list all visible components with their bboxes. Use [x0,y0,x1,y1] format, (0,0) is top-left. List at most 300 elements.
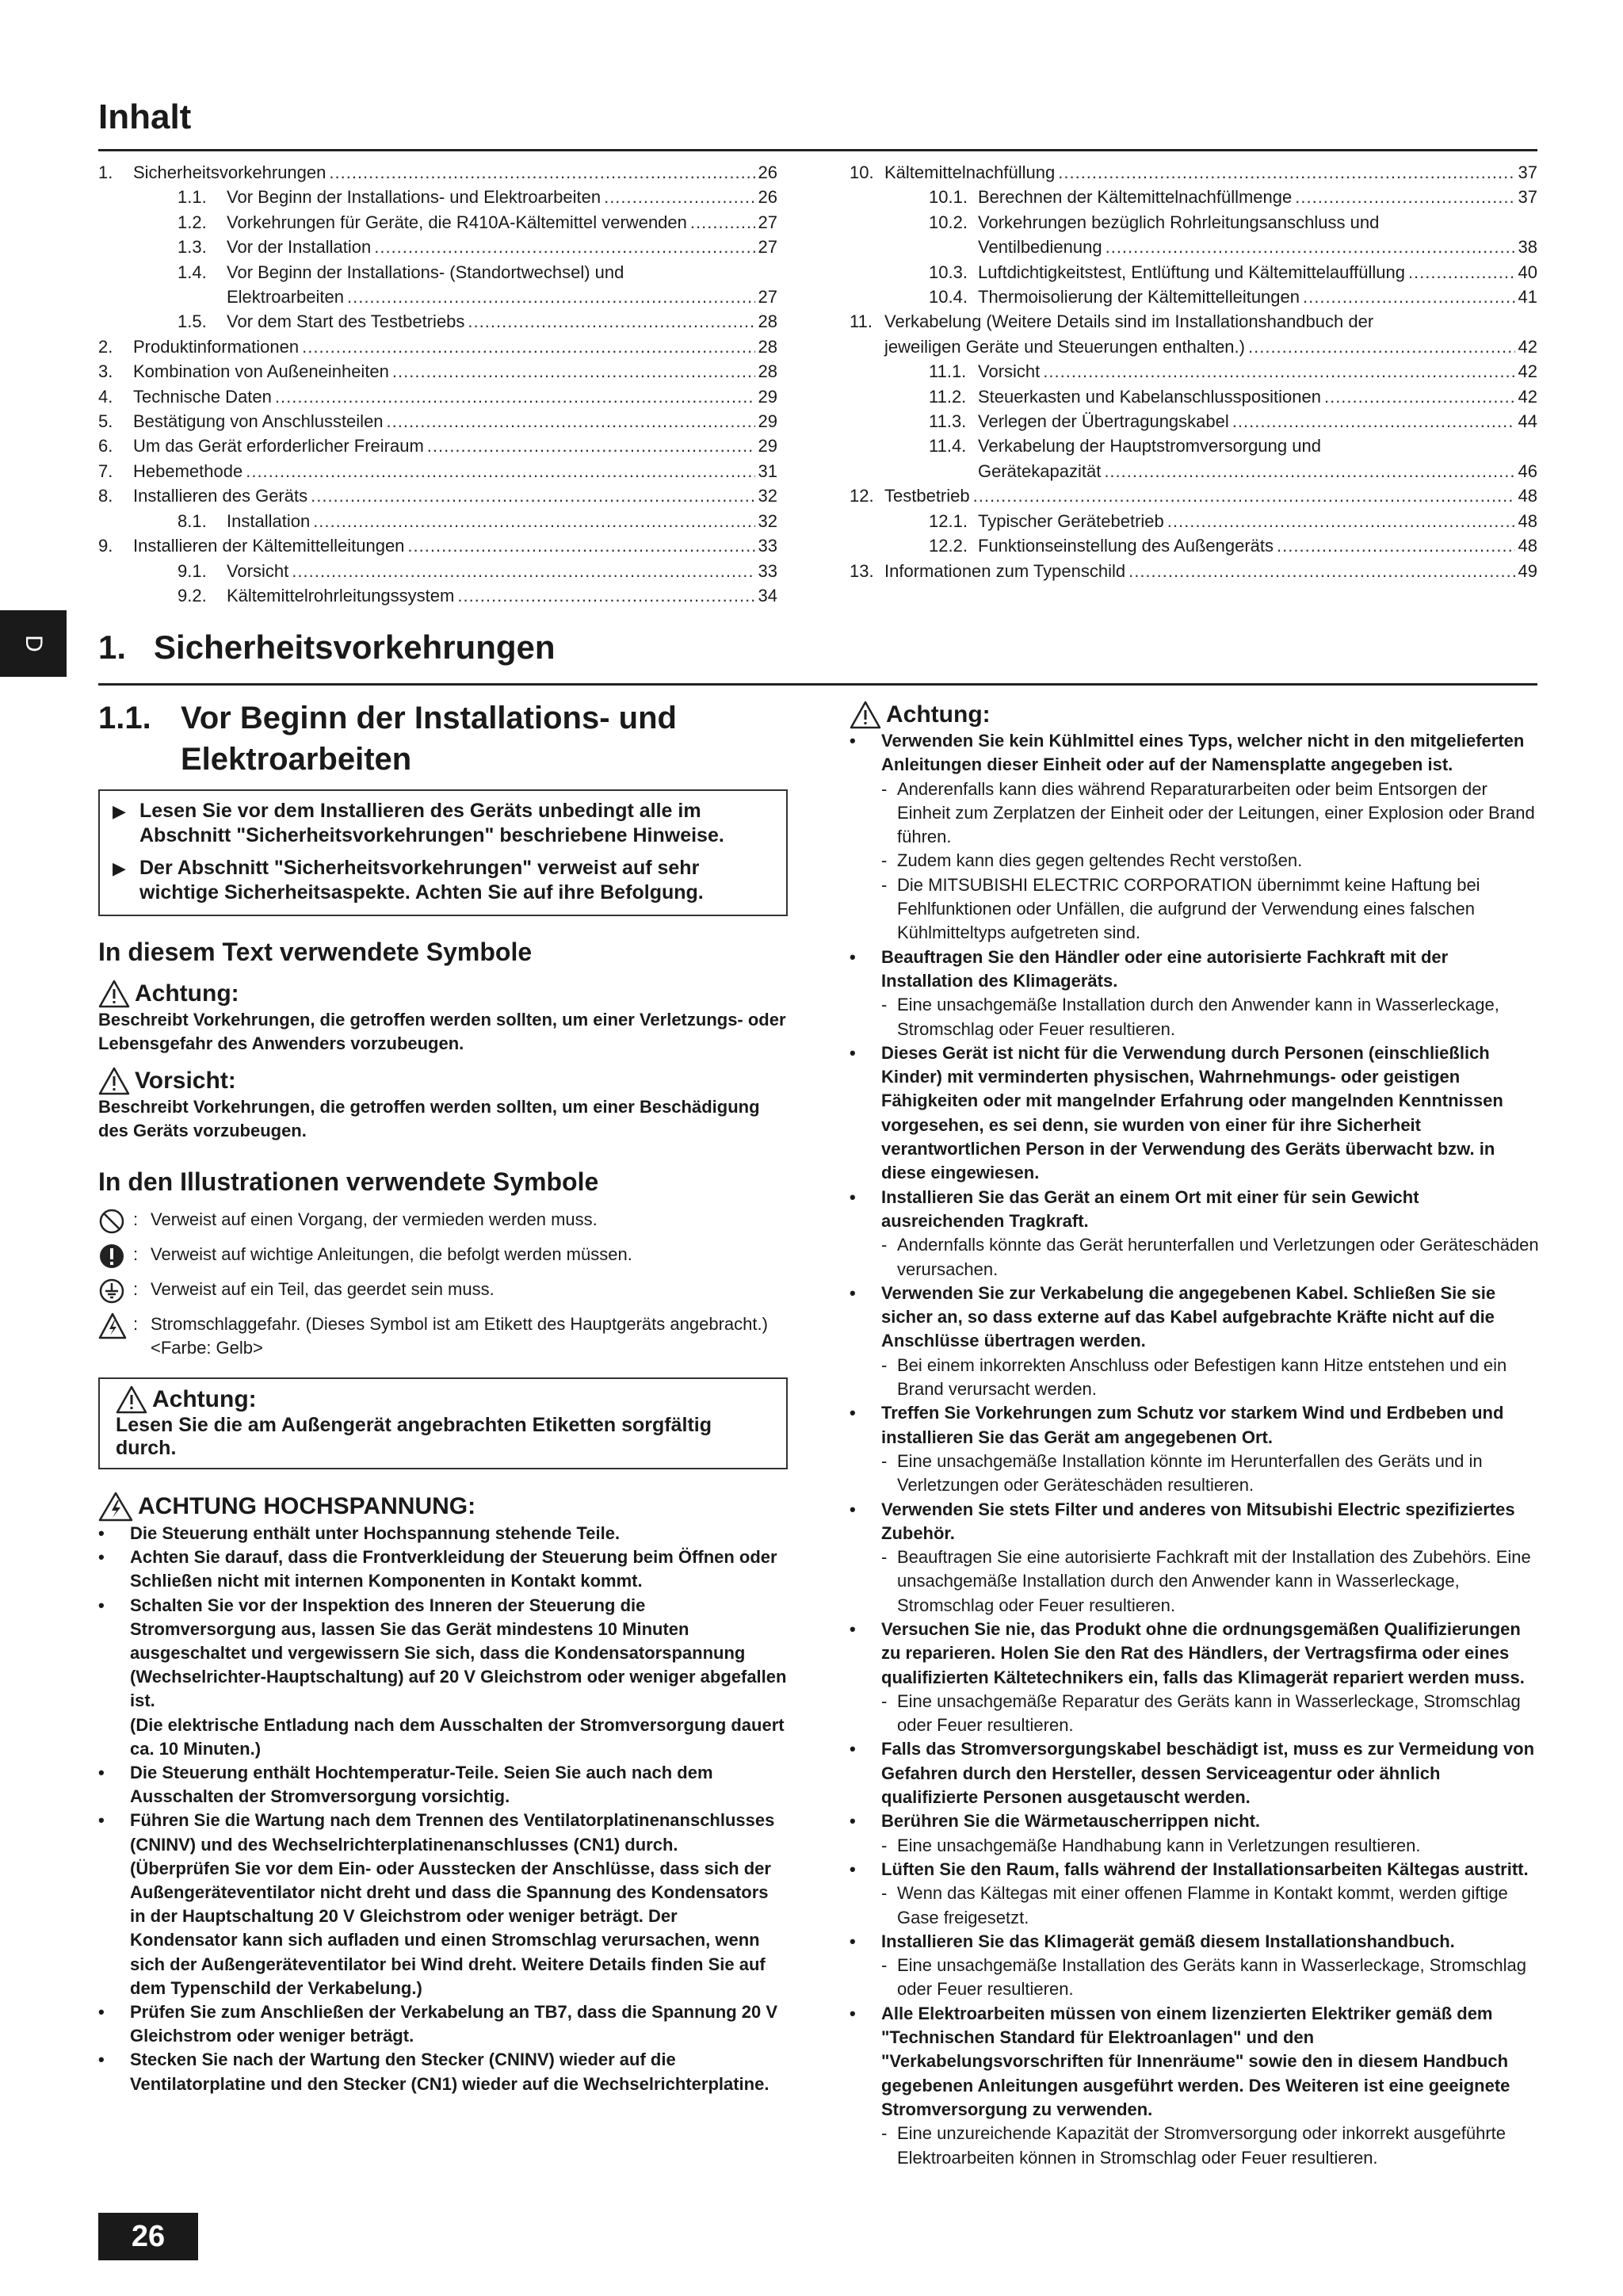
toc-entry-number: 1.5. [178,311,207,332]
toc-entry-page: 27 [758,237,777,258]
toc-entry-page: 42 [1518,386,1537,407]
toc-leader-dots [1106,235,1515,259]
right-warning-list [850,729,1539,2170]
warning-bullet-text: Treffen Sie Vorkehrungen zum Schutz vor starkem Wind und Erdbeben und installieren Sie das Gerät am angegebenen Ort. [881,1403,1504,1447]
language-side-tab [0,610,67,677]
toc-entry [850,285,1537,309]
dash-mark: - [881,995,888,1015]
toc-entry-number: 8.1. [178,510,207,531]
toc-entry [98,334,777,359]
toc-entry-number: 1. [98,162,113,182]
toc-entry [850,359,1537,384]
warning-sub-item [881,1881,1539,1930]
toc-entry-title: Hebemethode [133,460,243,481]
warning-sub-item [881,1545,1539,1618]
warning-bullet-text: Installieren Sie das Klimagerät gemäß diesem Installationshandbuch. [881,1931,1455,1951]
toc-leader-dots [1408,260,1515,285]
warning-bullet [850,729,1539,946]
dash-mark: - [881,2123,888,2144]
toc-leader-dots [275,384,755,409]
toc-leader-dots [1248,334,1515,359]
dash-mark: - [881,1955,888,1976]
intro-notice-item [113,799,773,848]
toc-entry-title: Bestätigung von Anschlussteilen [133,411,384,432]
bullet-mark: • [98,2050,105,2070]
toc-entry [850,509,1537,533]
toc-entry [850,160,1537,185]
toc-entry-number: 10.3. [929,262,968,282]
section-title [98,626,556,669]
toc-entry-number: 12.2. [929,536,968,556]
toc-entry-continuation [850,334,1537,359]
toc-leader-dots [604,185,754,209]
toc-entry-number: 10.4. [929,287,968,308]
toc-entry [98,210,777,235]
warning-sub-text: Beauftragen Sie eine autorisierte Fachkraft mit der Installation des Zubehörs. Eine unsachgemäße Installation durch den Anwender kann in Wasserleckage, Stromschlag oder Feuer resultieren. [897,1547,1531,1615]
toc-entry-number: 9.2. [178,585,207,606]
toc-entry-number: 2. [98,336,113,357]
warning-sub-text: Eine unsachgemäße Handhabung kann in Verletzungen resultieren. [897,1835,1421,1855]
warning-bullet-body [881,1401,1539,1497]
toc-entry-continuation [98,285,777,309]
toc-leader-dots [329,160,754,185]
prohibited-icon [98,1208,133,1233]
toc-entry-page: 49 [1518,560,1537,581]
warning-bullet-body [881,1618,1539,1737]
illustration-symbol-row [98,1278,788,1303]
warning-sub-text: Bei einem inkorrekten Anschluss oder Befestigen kann Hitze entstehen und ein Brand verursacht werden. [897,1354,1507,1400]
toc-entry [98,384,777,409]
symbol-colon: : [133,1314,139,1334]
warning-sub-item [881,993,1539,1041]
subsection-title-line1: Vor Beginn der Installations- und [181,701,677,735]
toc-entry-page: 29 [758,386,777,407]
bullet-mark: • [850,1811,856,1832]
warning-sub-text: Anderenfalls kann dies während Reparaturarbeiten oder beim Entsorgen der Einheit zum Zerplatzen der Einheit oder der Leitungen, einer Explosion oder Brand führen. [897,778,1535,847]
warning-description: Beschreibt Vorkehrungen, die getroffen werden sollten, um einer Verletzungs- oder Lebensgefahr des Anwenders vorzubeugen. [98,1010,786,1053]
arrow-right-icon: ▶ [113,858,126,878]
subsection-number: 1.1. [98,701,151,735]
toc-entry-number: 6. [98,436,113,457]
toc-entry-title: Kombination von Außeneinheiten [133,361,389,382]
high-voltage-bullet-text: Die Steuerung enthält Hochtemperatur-Teile. Seien Sie auch nach dem Ausschalten der Stromversorgung vorsichtig. [130,1763,713,1807]
toc-entry [850,210,1537,235]
bullet-mark: • [850,731,856,751]
warning-sub-text: Wenn das Kältegas mit einer offenen Flamme in Kontakt kommt, werden giftige Gase freigesetzt. [897,1883,1508,1927]
toc-entry-title: Installation [227,510,311,531]
high-voltage-bullet-text: Die Steuerung enthält unter Hochspannung stehende Teile. [130,1523,621,1543]
toc-leader-dots [1043,359,1514,384]
warning-sub-text: Eine unsachgemäße Reparatur des Geräts kann in Wasserleckage, Stromschlag oder Feuer resultieren. [897,1690,1521,1736]
toc-entry-title: Vorkehrungen bezüglich Rohrleitungsanschluss und [978,212,1380,232]
warning-sub-text: Eine unzureichende Kapazität der Stromversorgung oder inkorrekt ausgeführte Elektroarbeiten können in Stromschlag oder Feuer resultieren. [897,2123,1507,2168]
toc-entry-title: Typischer Gerätebetrieb [978,510,1164,531]
toc-entry [850,533,1537,558]
toc-entry [98,483,777,508]
dash-mark: - [881,1547,888,1568]
electric-shock-icon [98,1312,133,1338]
toc-leader-dots [1104,459,1514,483]
warning-bullet-body [881,1282,1539,1401]
toc-entry [98,260,777,285]
warning-bullet [850,1858,1539,1930]
high-voltage-bullet-text: Schalten Sie vor der Inspektion des Inneren der Steuerung die Stromversorgung aus, lassen Sie das Gerät mindestens 10 Minuten ausgeschaltet und vergewissern Sie sich, dass die Kondensatorspannung (Wechselrichter-Hauptschaltung) auf 20 V Gleichstrom oder weniger abgefallen ist. (Die elektrische Entladung nach dem Ausschalten der Stromversorgung dauert ca. 10 Minuten.) [130,1595,787,1759]
illustration-symbol-row [98,1243,788,1268]
bullet-mark: • [850,1618,856,1639]
warning-bullet-text: Falls das Stromversorgungskabel beschädigt ist, muss es zur Vermeidung von Gefahren durch den Hersteller, dessen Serviceagentur oder ähnlich qualifizierte Personen ausgetauscht werden. [881,1739,1535,1808]
toc-leader-dots [246,459,754,483]
high-voltage-bullet-text: Achten Sie darauf, dass die Frontverkleidung der Steuerung beim Öffnen oder Schließen nicht mit internen Komponenten in Kontakt kommt. [130,1547,777,1591]
toc-leader-dots [311,483,754,508]
toc-entry-page: 37 [1518,187,1537,208]
warning-sub-item [881,777,1539,850]
toc-entry-page: 29 [758,411,777,432]
high-voltage-bullet [98,1522,788,1545]
toc-entry-number: 11. [850,311,873,332]
toc-entry-page: 28 [758,336,777,357]
toc-leader-dots [387,409,755,434]
toc-entry-title: Testbetrieb [884,486,970,506]
toc-entry [850,260,1537,285]
toc-entry-title-cont: Gerätekapazität [978,460,1102,481]
toc-entry-title: Verkabelung der Hauptstromversorgung und [978,436,1321,457]
bullet-mark: • [98,2002,105,2023]
toc-entry-title: Thermoisolierung der Kältemittelleitungen [978,287,1300,308]
toc-entry-page: 26 [758,187,777,208]
toc-left-column [98,160,777,608]
caution-symbol-heading [98,1067,788,1095]
toc-entry-page: 37 [1518,162,1537,182]
toc-leader-dots [457,583,754,608]
warning-bullet-body [881,2002,1539,2170]
illustration-symbol-row [98,1208,788,1233]
high-voltage-bullet [98,2048,788,2095]
warning-triangle-icon [116,1385,147,1414]
toc-entry-page: 29 [758,436,777,457]
warning-bullet [850,946,1539,1041]
warning-sub-item [881,1354,1539,1402]
page-number: 26 [98,2213,198,2260]
label-warning-text: Lesen Sie die am Außengerät angebrachten Etiketten sorgfältig durch. [116,1414,712,1459]
toc-leader-dots [347,285,755,309]
toc-entry-page: 33 [758,536,777,556]
symbol-colon: : [133,1209,139,1229]
warning-sub-item [881,1450,1539,1498]
toc-entry-title: Vorsicht [227,560,289,581]
high-voltage-bullet-text: Stecken Sie nach der Wartung den Stecker (CNINV) wieder auf die Ventilatorplatine und den Stecker (CN1) wieder auf die Wechselrichterplatine. [130,2050,769,2094]
toc-leader-dots [427,434,755,458]
toc-entry-title: Funktionseinstellung des Außengeräts [978,536,1274,556]
toc-entry-page: 38 [1518,237,1537,258]
warning-bullet [850,1737,1539,1809]
warning-bullet [850,1282,1539,1401]
warning-bullet-body [881,1930,1539,2002]
bullet-mark: • [98,1595,105,1615]
section-number: 1. [98,628,127,666]
bullet-mark: • [850,1739,856,1759]
high-voltage-list [98,1522,788,2096]
subsection-title-line2: Elektroarbeiten [181,742,412,777]
toc-entry-page: 41 [1518,287,1537,308]
intro-notice-item [113,856,773,905]
caution-description: Beschreibt Vorkehrungen, die getroffen werden sollten, um einer Beschädigung des Geräts vorzubeugen. [98,1097,760,1140]
warning-sub-text: Andernfalls könnte das Gerät herunterfallen und Verletzungen oder Geräteschäden verursachen. [897,1235,1539,1279]
right-column [850,701,1539,2170]
toc-entry-number: 10.2. [929,212,968,232]
warning-bullet [850,1809,1539,1858]
toc-entry-page: 34 [758,585,777,606]
dash-mark: - [881,1235,888,1255]
warning-triangle-icon [850,701,881,729]
warning-bullet [850,1041,1539,1186]
bullet-mark: • [850,1403,856,1423]
warning-bullet-body [881,1498,1539,1618]
warning-bullet-text: Verwenden Sie zur Verkabelung die angegebenen Kabel. Schließen Sie sie sicher an, so dass externe auf das Kabel aufgebrachte Kräfte nicht auf die Anschlüsse übertragen werden. [881,1282,1496,1351]
symbol-description: Stromschlaggefahr. (Dieses Symbol ist am Etikett des Hauptgeräts angebracht.) <Farbe: Gelb> [151,1314,768,1358]
right-warning-heading [850,701,1539,729]
high-voltage-bullet [98,1761,788,1809]
dash-mark: - [881,1690,888,1711]
toc-entry-page: 46 [1518,460,1537,481]
toc-entry-number: 1.1. [178,187,207,208]
toc-entry-title-cont: Ventilbedienung [978,237,1102,258]
warning-bullet-body [881,1186,1539,1282]
toc-leader-dots [1303,285,1515,309]
toc-entry-page: 27 [758,287,777,308]
text-symbols-heading: In diesem Text verwendete Symbole [98,938,533,966]
toc-entry-continuation [850,235,1537,259]
high-voltage-heading [98,1492,788,1522]
warning-label: Achtung: [135,980,239,1007]
warning-bullet [850,1930,1539,2002]
toc-right-column [850,160,1537,583]
toc-leader-dots [1128,559,1514,583]
toc-entry-page: 48 [1518,510,1537,531]
mandatory-icon [98,1243,133,1268]
toc-leader-dots [690,210,755,235]
section-title-text: Sicherheitsvorkehrungen [154,628,556,666]
toc-entry-continuation [850,459,1537,483]
warning-sub-text: Eine unsachgemäße Installation könnte im Herunterfallen des Geräts und in Verletzungen oder Geräteschäden resultieren. [897,1450,1483,1496]
warning-sub-item [881,2122,1539,2170]
section-rule [98,683,1537,686]
toc-entry-page: 32 [758,486,777,506]
language-tab-label: D [21,635,47,652]
toc-leader-dots [302,334,754,359]
warning-triangle-icon [98,980,130,1008]
symbol-description: Verweist auf einen Vorgang, der vermieden werden muss. [151,1209,598,1229]
toc-entry-title: Kältemittelrohrleitungssystem [227,585,455,606]
toc-entry-page: 48 [1518,536,1537,556]
warning-bullet-body [881,1809,1539,1858]
toc-leader-dots [1295,185,1514,209]
toc-entry [850,483,1537,508]
toc-entry-page: 42 [1518,361,1537,382]
toc-entry-page: 44 [1518,411,1537,432]
toc-entry [850,384,1537,409]
toc-entry-number: 1.2. [178,212,207,232]
toc-entry-title: Installieren des Geräts [133,486,308,506]
toc-leader-dots [1232,409,1515,434]
dash-mark: - [881,874,888,895]
symbol-description: Verweist auf ein Teil, das geerdet sein muss. [151,1279,495,1299]
toc-entry-number: 12. [850,486,874,506]
toc-entry-title: Luftdichtigkeitstest, Entlüftung und Kältemittelauffüllung [978,262,1405,282]
dash-mark: - [881,850,888,871]
toc-entry-number: 11.3. [929,411,967,432]
bullet-mark: • [850,1186,856,1207]
toc-entry [98,235,777,259]
toc-entry-title: Technische Daten [133,386,272,407]
toc-entry [850,185,1537,209]
warning-bullet-text: Installieren Sie das Gerät an einem Ort mit einer für sein Gewicht ausreichenden Tragkraft. [881,1186,1419,1231]
warning-sub-item [881,873,1539,946]
toc-entry-number: 7. [98,460,113,481]
toc-entry [98,409,777,434]
warning-bullet [850,1618,1539,1737]
high-voltage-bullet [98,1594,788,1761]
toc-entry [98,359,777,384]
toc-leader-dots [313,509,754,533]
caution-triangle-icon [98,1067,130,1095]
ground-icon [98,1278,133,1303]
toc-entry-title: Steuerkasten und Kabelanschlusspositionen [978,386,1321,407]
warning-bullet-text: Verwenden Sie stets Filter und anderes von Mitsubishi Electric spezifiziertes Zubehör. [881,1499,1515,1543]
toc-entry [98,160,777,185]
dash-mark: - [881,1883,888,1904]
toc-entry [98,459,777,483]
toc-entry-title: Verkabelung (Weitere Details sind im Installationshandbuch der [884,311,1374,332]
intro-notice-box [98,789,788,916]
dash-mark: - [881,778,888,799]
toc-entry-title: Vor der Installation [227,237,372,258]
toc-leader-dots [1058,160,1514,185]
subsection-title [98,697,788,780]
toc-entry-number: 13. [850,560,874,581]
toc-entry-title-cont: jeweiligen Geräte und Steuerungen enthalten.) [884,336,1245,357]
toc-entry-number: 10. [850,162,874,182]
toc-entry-title: Um das Gerät erforderlicher Freiraum [133,436,424,457]
toc-entry-title: Verlegen der Übertragungskabel [978,411,1229,432]
toc-entry-number: 1.4. [178,262,207,282]
warning-bullet-body [881,729,1539,946]
warning-bullet-body [881,946,1539,1041]
electric-shock-icon [98,1492,133,1522]
toc-entry-number: 3. [98,361,113,382]
warning-sub-item [881,1233,1539,1282]
warning-symbol-heading [98,980,788,1008]
toc-entry [98,509,777,533]
high-voltage-bullet [98,1809,788,2000]
toc-entry-title: Berechnen der Kältemittelnachfüllmenge [978,187,1293,208]
intro-notice-text: Der Abschnitt "Sicherheitsvorkehrungen" verweist auf sehr wichtige Sicherheitsaspekte. Achten Sie auf ihre Befolgung. [139,857,704,904]
toc-entry-title: Sicherheitsvorkehrungen [133,162,327,182]
illustration-symbol-row [98,1312,788,1360]
toc-entry-page: 42 [1518,336,1537,357]
intro-notice-text: Lesen Sie vor dem Installieren des Geräts unbedingt alle im Abschnitt "Sicherheitsvorkehrungen" beschriebene Hinweise. [139,800,724,846]
warning-sub-text: Eine unsachgemäße Installation durch den Anwender kann in Wasserleckage, Stromschlag oder Feuer resultieren. [897,995,1499,1039]
toc-entry-number: 12.1. [929,510,968,531]
toc-entry [98,533,777,558]
warning-bullet [850,1498,1539,1618]
bullet-mark: • [98,1523,105,1543]
bullet-mark: • [850,1499,856,1519]
toc-entry [850,559,1537,583]
toc-entry-page: 28 [758,311,777,332]
toc-entry-page: 26 [758,162,777,182]
toc-entry-page: 48 [1518,486,1537,506]
dash-mark: - [881,1354,888,1375]
toc-entry-number: 5. [98,411,113,432]
warning-bullet [850,1186,1539,1282]
warning-bullet-text: Lüften Sie den Raum, falls während der Installationsarbeiten Kältegas austritt. [881,1859,1529,1879]
toc-leader-dots [468,309,754,334]
warning-sub-item [881,1690,1539,1738]
bullet-mark: • [98,1763,105,1783]
label-warning-box [98,1377,788,1469]
bullet-mark: • [98,1547,105,1568]
toc-entry [98,309,777,334]
warning-bullet-body [881,1858,1539,1930]
illustration-symbols-heading: In den Illustrationen verwendete Symbole [98,1167,599,1196]
toc-leader-dots [1167,509,1515,533]
toc-entry-number: 1.3. [178,237,207,258]
warning-sub-text: Die MITSUBISHI ELECTRIC CORPORATION übernimmt keine Haftung bei Fehlfunktionen oder Unfällen, die aufgrund der Verwendung eines falschen Kühlmitteltyps aufgetreten sind. [897,874,1480,943]
toc-entry [98,559,777,583]
warning-bullet-text: Verwenden Sie kein Kühlmittel eines Typs, welcher nicht in den mitgelieferten Anleitungen dieser Einheit oder auf der Namensplatte angegeben ist. [881,731,1525,775]
toc-entry-title: Kältemittelnachfüllung [884,162,1056,182]
toc-entry-number: 9.1. [178,560,207,581]
toc-entry-title: Installieren der Kältemittelleitungen [133,536,405,556]
bullet-mark: • [850,1859,856,1879]
warning-bullet [850,1401,1539,1497]
warning-bullet-text: Dieses Gerät ist nicht für die Verwendung durch Personen (einschließlich Kinder) mit verminderten physischen, Wahrnehmungs- oder geistigen Fähigkeiten oder mit mangelnder Erfahrung oder mangelnden Kenntnissen vorgesehen, es sei denn, sie wurden von einer für ihre Sicherheit verantwortlichen Person in der Verwendung des Geräts überwacht bzw. in diese eingewiesen. [881,1042,1503,1183]
toc-leader-dots [1277,533,1515,558]
toc-entry [98,434,777,458]
toc-entry-page: 31 [758,460,777,481]
toc-entry-title: Vor Beginn der Installations- (Standortwechsel) und [227,262,624,282]
label-warning-heading [116,1385,770,1414]
toc-leader-dots [1324,384,1515,409]
bullet-mark: • [850,1042,856,1063]
warning-bullet-text: Alle Elektroarbeiten müssen von einem lizenzierten Elektriker gemäß dem "Technischen Standard für Elektroanlagen" und den "Verkabelungsvorschriften für Innenräume" sowie den in diesem Handbuch gegebenen Anleitungen ausgeführt werden. Des Weiteren ist eine geeignete Stromversorgung zu verwenden. [881,2003,1510,2119]
symbol-description: Verweist auf wichtige Anleitungen, die befolgt werden müssen. [151,1244,632,1264]
toc-entry-number: 11.2. [929,386,967,407]
toc-entry-number: 10.1. [929,187,968,208]
toc-entry [850,409,1537,434]
page-title: Inhalt [98,97,192,136]
toc-entry-title-cont: Elektroarbeiten [227,287,344,308]
warning-sub-text: Eine unsachgemäße Installation des Geräts kann in Wasserleckage, Stromschlag oder Feuer resultieren. [897,1955,1527,2000]
dash-mark: - [881,1835,888,1855]
warning-bullet-body [881,1041,1539,1186]
toc-entry-page: 33 [758,560,777,581]
bullet-mark: • [850,946,856,967]
toc-entry-page: 40 [1518,262,1537,282]
bullet-mark: • [850,1931,856,1951]
toc-entry-title: Vor Beginn der Installations- und Elektroarbeiten [227,187,601,208]
toc-entry [98,185,777,209]
toc-entry-title: Vorkehrungen für Geräte, die R410A-Kältemittel verwenden [227,212,687,232]
warning-sub-item [881,849,1539,873]
warning-bullet [850,2002,1539,2170]
high-voltage-bullet-text: Führen Sie die Wartung nach dem Trennen des Ventilatorplatinenanschlusses (CNINV) und des Wechselrichterplatinenanschlusses (CN1) durch. (Überprüfen Sie vor dem Ein- oder Ausstecken der Anschlüsse, dass sich der Außengeräteventilator nicht dreht und dass die Spannung des Kondensators in der Hauptschaltung 20 V Gleichstrom oder weniger beträgt. Der Kondensator kann sich aufladen und einen Stromschlag verursachen, wenn sich der Außengeräteventilator bei Wind dreht. Weitere Details finden Sie auf dem Typenschild der Verkabelung.) [130,1810,775,1998]
high-voltage-bullet [98,1545,788,1593]
toc-entry-number: 11.1. [929,361,967,382]
dash-mark: - [881,1450,888,1471]
toc-entry-title: Produktinformationen [133,336,300,357]
symbol-colon: : [133,1244,139,1264]
